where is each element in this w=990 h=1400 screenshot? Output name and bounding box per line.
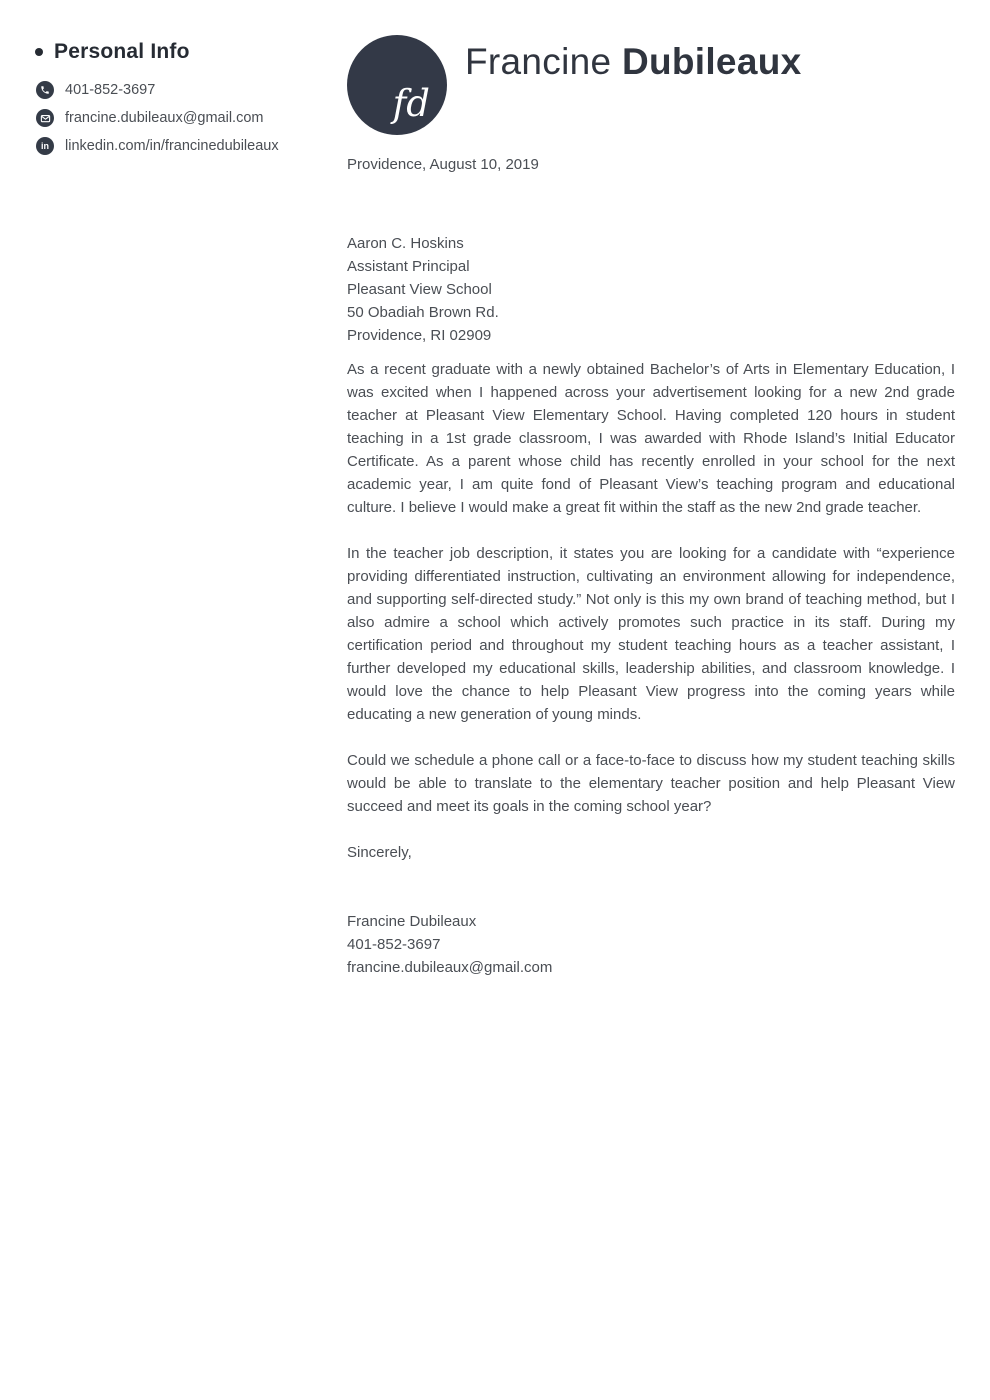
avatar xyxy=(347,35,447,135)
contact-item-email xyxy=(36,109,325,127)
contact-item-linkedin xyxy=(36,137,325,155)
letter-paragraph-1: As a recent graduate with a newly obtained Bachelor’s of Arts in Elementary Education, I was excited when I happened across your advertisement looking for a new 2nd grade teacher at Pleasant View Elementary School. Having completed 120 hours in student teaching in a 1st grade classroom, I was awarded with Rhode Island’s Initial Educator Certificate. As a parent whose child has recently enrolled in your school for the next academic year, I am quite fond of Pleasant View’s teaching program and educational culture. I believe I would make a great fit within the staff as the new 2nd grade teacher. xyxy=(347,361,955,516)
signature-block xyxy=(347,910,955,979)
first-name: Francine xyxy=(465,41,612,82)
personal-info-section xyxy=(35,40,325,155)
letter-body xyxy=(347,135,955,979)
signature-email: francine.dubileaux@gmail.com xyxy=(347,959,553,976)
email-icon xyxy=(36,109,54,127)
signature-phone: 401-852-3697 xyxy=(347,936,441,953)
letter-paragraph-3: Could we schedule a phone call or a face-to-face to discuss how my student teaching skills would be able to translate to the elementary teacher position and help Pleasant View succeed and meet its goals in the coming school year? xyxy=(347,752,955,815)
linkedin-url: linkedin.com/in/francinedubileaux xyxy=(65,138,279,154)
closing-salutation: Sincerely, xyxy=(347,844,412,861)
date-line: Providence, August 10, 2019 xyxy=(347,156,539,173)
bullet-icon xyxy=(35,48,43,56)
personal-info-heading-label: Personal Info xyxy=(54,40,190,63)
signature-name: Francine Dubileaux xyxy=(347,913,477,930)
phone-number: 401-852-3697 xyxy=(65,82,156,98)
contact-item-phone xyxy=(36,81,325,99)
letter-paragraph-2: In the teacher job description, it states you are looking for a candidate with “experience providing differentiated instruction, cultivating an environment allowing for independence, and supporting self-directed study.” Not only is this my own brand of teaching method, but I also admire a school which actively promotes such practice in its staff. During my certification period and throughout my student teaching hours as a teacher assistant, I further developed my educational skills, leadership abilities, and classroom knowledge. I would love the chance to help Pleasant View progress into the coming years while educating a new generation of young minds. xyxy=(347,545,955,723)
recipient-title: Assistant Principal xyxy=(347,258,470,275)
recipient-name: Aaron C. Hoskins xyxy=(347,235,464,252)
recipient-city: Providence, RI 02909 xyxy=(347,327,492,344)
linkedin-glyph-text: in xyxy=(41,140,49,151)
recipient-org: Pleasant View School xyxy=(347,281,492,298)
recipient-block xyxy=(347,232,955,347)
recipient-street: 50 Obadiah Brown Rd. xyxy=(347,304,499,321)
last-name: Dubileaux xyxy=(621,41,802,82)
avatar-initials: fd xyxy=(392,81,430,125)
linkedin-icon xyxy=(36,137,54,155)
personal-info-heading xyxy=(35,40,325,64)
email-address: francine.dubileaux@gmail.com xyxy=(65,110,264,126)
page-title xyxy=(465,40,801,84)
phone-icon xyxy=(36,81,54,99)
contact-list xyxy=(36,81,325,155)
